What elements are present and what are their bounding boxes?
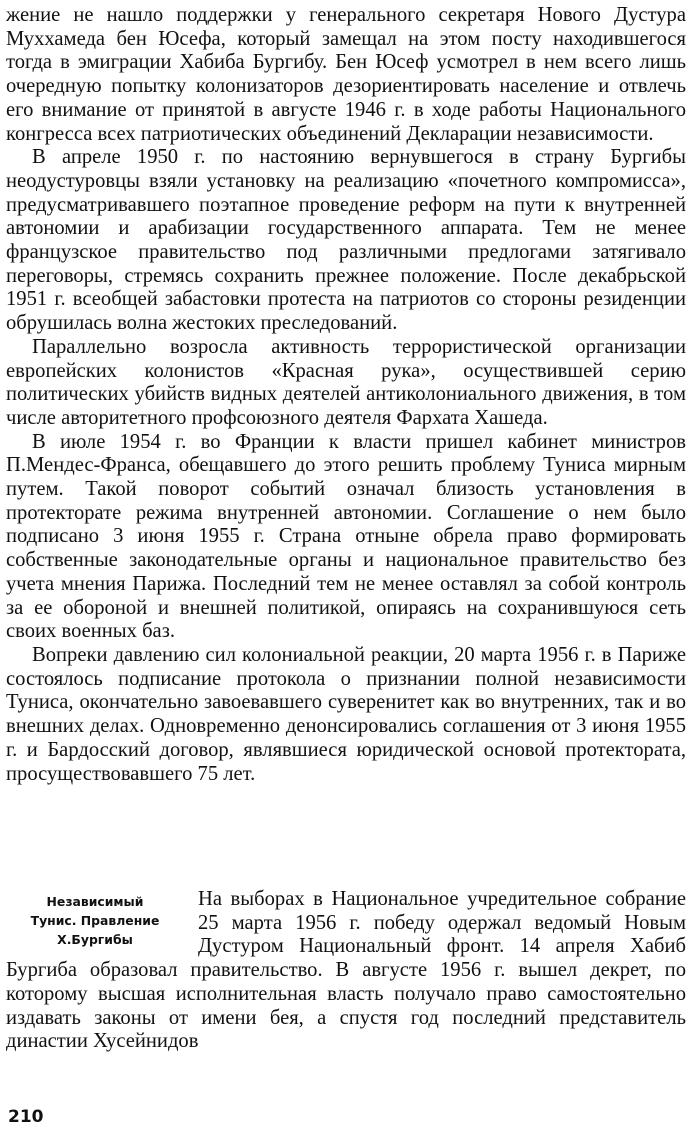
paragraph-2: В апреле 1950 г. по настоянию вернувшегося в страну Бургибы неодустуровцы взяли установку на реализацию «почетного компромисса», предусматривавшего поэтапное проведение реформ на пути к внутренней автономии и арабизации государственного аппарата. Тем не менее французское правительство под различными предлогами затягивало переговоры, стремясь сохранить прежнее положение. После декабрьской 1951 г. всеобщей забастовки протеста на патриотов со стороны резиденции обрушилась волна жестоких преследований. (6, 146, 686, 335)
section-independent-tunisia (6, 888, 686, 1054)
paragraph-5: Вопреки давлению сил колониальной реакции, 20 марта 1956 г. в Париже состоялось подписание протокола о признании полной независимости Туниса, окончательно завоевавшего суверенитет как во внутренних, так и во внешних делах. Одновременно денонсировались соглашения от 3 июня 1955 г. и Бардосский договор, являвшиеся юридической основой протектората, просуществовавшего 75 лет. (6, 643, 686, 785)
section-side-heading (6, 892, 184, 949)
paragraph-1: жение не нашло поддержки у генерального секретаря Нового Дустура Муххамеда бен Юсефа, который замещал на этом посту находившегося тогда в эмиграции Хабиба Бургибу. Бен Юсеф усмотрел в нем всего лишь очередную попытку колонизаторов дезориентировать население и отвлечь его внимание от принятой в августе 1946 г. в ходе работы Национального конгресса всех патриотических объединений Декларации независимости. (6, 4, 686, 145)
section-paragraph: На выборах в Национальное учредительное собрание 25 марта 1956 г. победу одержал ведомый Новым Дустуром Национальный фронт. 14 апреля Хабиб Бургиба образовал правительство. В августе 1956 г. вышел декрет, по которому высшая исполнительная власть получало право самостоятельно издавать законы от имени бея, а спустя год последний представитель династии Хусейнидов (6, 888, 686, 1053)
paragraph-4: В июле 1954 г. во Франции к власти пришел кабинет министров П.Мендес-Франса, обещавшего до этого решить проблему Туниса мирным путем. Такой поворот событий означал близость установления в протекторате режима внутренней автономии. Соглашение о нем было подписано 3 июня 1955 г. Страна отныне обрела право формировать собственные законодательные органы и национальное правительство без учета мнения Парижа. Последний тем не менее оставлял за собой контроль за ее обороной и внешней политикой, опираясь на сохранившуюся сеть своих военных баз. (6, 430, 686, 643)
paragraph-3: Параллельно возросла активность террористической организации европейских колонистов «Красная рука», осуществившей серию политических убийств видных деятелей антиколониального движения, в том числе авторитетного профсоюзного деятеля Фархата Хашеда. (6, 335, 686, 429)
page-number: 210 (8, 1107, 44, 1127)
side-heading-line-3: Х.Бургибы (57, 932, 133, 947)
side-heading-line-1: Независимый (46, 894, 144, 909)
main-text (6, 4, 686, 786)
side-heading-line-2: Тунис. Правление (30, 913, 160, 928)
